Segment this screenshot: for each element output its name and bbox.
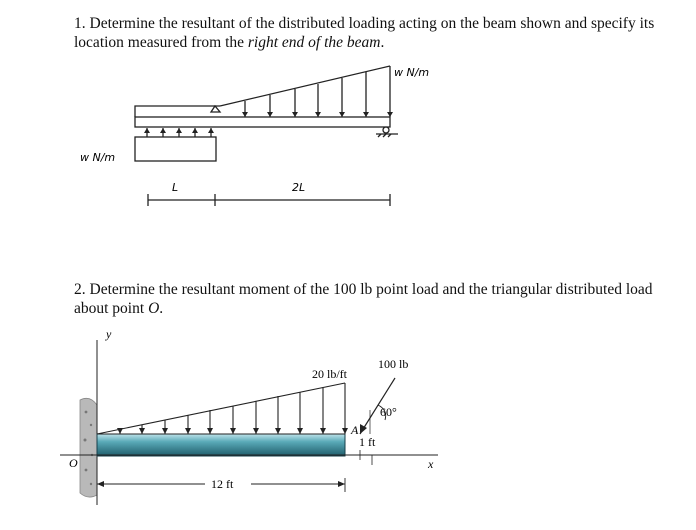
cantilever-beam <box>97 434 345 456</box>
short-dimension-label: 1 ft <box>359 435 376 449</box>
origin-label: O <box>69 456 78 470</box>
problem-1-end: . <box>380 34 385 51</box>
problem-2-text: 2. Determine the resultant moment of the 100 lb point load and the triangular distributed load about point <box>74 281 653 317</box>
problem-2-point: O <box>148 300 160 317</box>
point-load-label: 100 lb <box>378 357 409 371</box>
long-dimension-label: 12 ft <box>211 477 234 491</box>
point-a-label: A <box>351 423 359 437</box>
problem-2-end: . <box>159 300 164 317</box>
dimension-label-l: L <box>172 181 179 194</box>
intensity-label: 20 lb/ft <box>312 367 347 381</box>
load-label-right: w N/m <box>394 66 430 79</box>
y-axis-label: y <box>106 327 112 341</box>
fixed-wall <box>80 398 97 497</box>
dimension-label-2l: 2L <box>292 181 306 194</box>
triangular-load <box>97 383 345 434</box>
x-axis-label: x <box>428 457 434 471</box>
angle-label: 60° <box>380 405 397 419</box>
load-label-left: w N/m <box>80 151 116 164</box>
problem-1-emphasis: right end of the beam <box>247 34 381 51</box>
problem-1-text: 1. Determine the resultant of the distributed loading acting on the beam shown and specify its location measured from the <box>74 15 655 51</box>
